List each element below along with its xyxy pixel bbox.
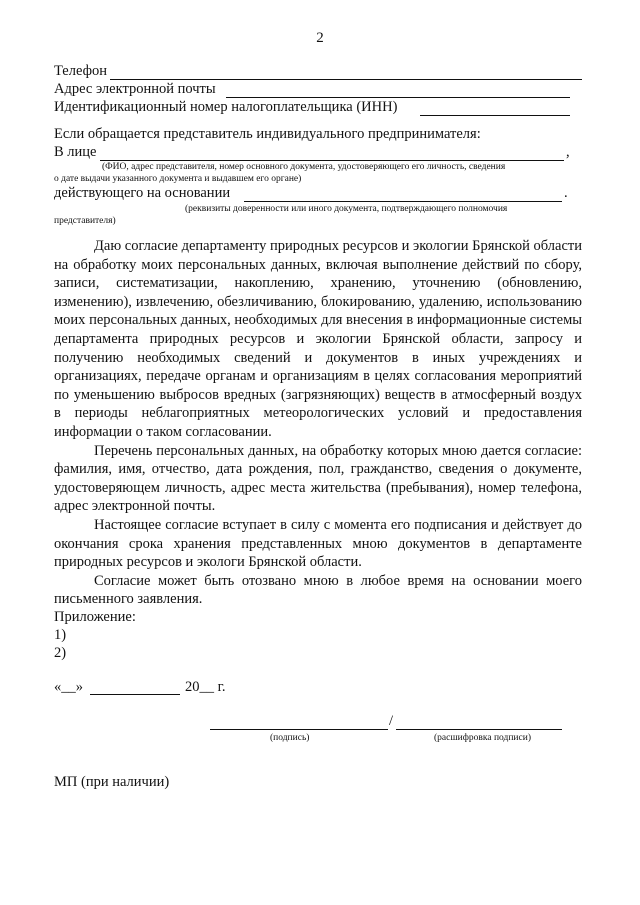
person-hint-line2: о дате выдачи указанного документа и выдавшем его органе)	[54, 174, 302, 184]
personal-data-list-paragraph: Перечень персональных данных, на обработку которых мною дается согласие: фамилия, имя, отчество, дата рождения, пол, гражданство, сведения о документе, удостоверяющем личность, адрес места жительства (пребывания), номер телефона, адрес электронной почты.	[54, 442, 582, 515]
email-label: Адрес электронной почты	[54, 81, 216, 97]
stamp-place: МП (при наличии)	[54, 774, 170, 790]
page-number: 2	[316, 30, 324, 46]
person-hint-line1: (ФИО, адрес представителя, номер основного документа, удостоверяющего его личность, сведения	[102, 162, 506, 172]
attachments-label: Приложение:	[54, 609, 136, 625]
attachment-item: 1)	[54, 627, 67, 643]
signature-caption: (подпись)	[270, 733, 310, 743]
phone-label: Телефон	[54, 63, 107, 79]
representative-heading: Если обращается представитель индивидуального предпринимателя:	[54, 126, 481, 142]
revocation-paragraph: Согласие может быть отозвано мною в любое время на основании моего письменного заявления.	[54, 572, 582, 608]
person-field-end: ,	[566, 144, 570, 160]
basis-hint-line1: (реквизиты доверенности или иного документа, подтверждающего полномочия	[185, 204, 508, 214]
basis-field[interactable]	[244, 201, 562, 202]
inn-field[interactable]	[420, 115, 570, 116]
validity-paragraph: Настоящее согласие вступает в силу с момента его подписания и действует до окончания срока хранения представленных мною документов в департаменте природных ресурсов и экологи Брянской области.	[54, 516, 582, 571]
person-field[interactable]	[100, 160, 564, 161]
phone-field[interactable]	[110, 79, 582, 80]
signature-decode-field[interactable]	[396, 729, 562, 730]
consent-text	[54, 237, 582, 609]
person-label: В лице	[54, 144, 97, 160]
inn-label: Идентификационный номер налогоплательщика (ИНН)	[54, 99, 398, 115]
basis-label: действующего на основании	[54, 185, 231, 201]
basis-field-end: .	[564, 185, 568, 201]
date-year: 20__ г.	[185, 679, 226, 695]
signature-separator: /	[389, 713, 394, 729]
consent-paragraph: Даю согласие департаменту природных ресурсов и экологии Брянской области на обработку моих персональных данных, включая выполнение действий по сбору, записи, систематизации, накоплению, хранению, уточнению (обновлению, изменению), извлечению, обезличиванию, блокированию, удалению, использованию моих персональных данных, необходимых для внесения в информационные системы департамента природных ресурсов и экологии Брянской области, запросу и получению необходимых сведений и документов в иных учреждениях и организациях, передаче органам и организациям в целях согласования мероприятий по уменьшению выбросов вредных (загрязняющих) веществ в атмосферный воздух в периоды неблагоприятных метеорологических условий и предоставления информации о таком согласовании.	[54, 238, 582, 440]
attachment-item: 2)	[54, 645, 67, 661]
email-field[interactable]	[226, 97, 570, 98]
signature-decode-caption: (расшифровка подписи)	[434, 733, 531, 743]
date-month-field[interactable]	[90, 694, 180, 695]
signature-field[interactable]	[210, 729, 388, 730]
basis-hint-line2: представителя)	[54, 216, 116, 226]
date-day: «__»	[54, 679, 83, 695]
